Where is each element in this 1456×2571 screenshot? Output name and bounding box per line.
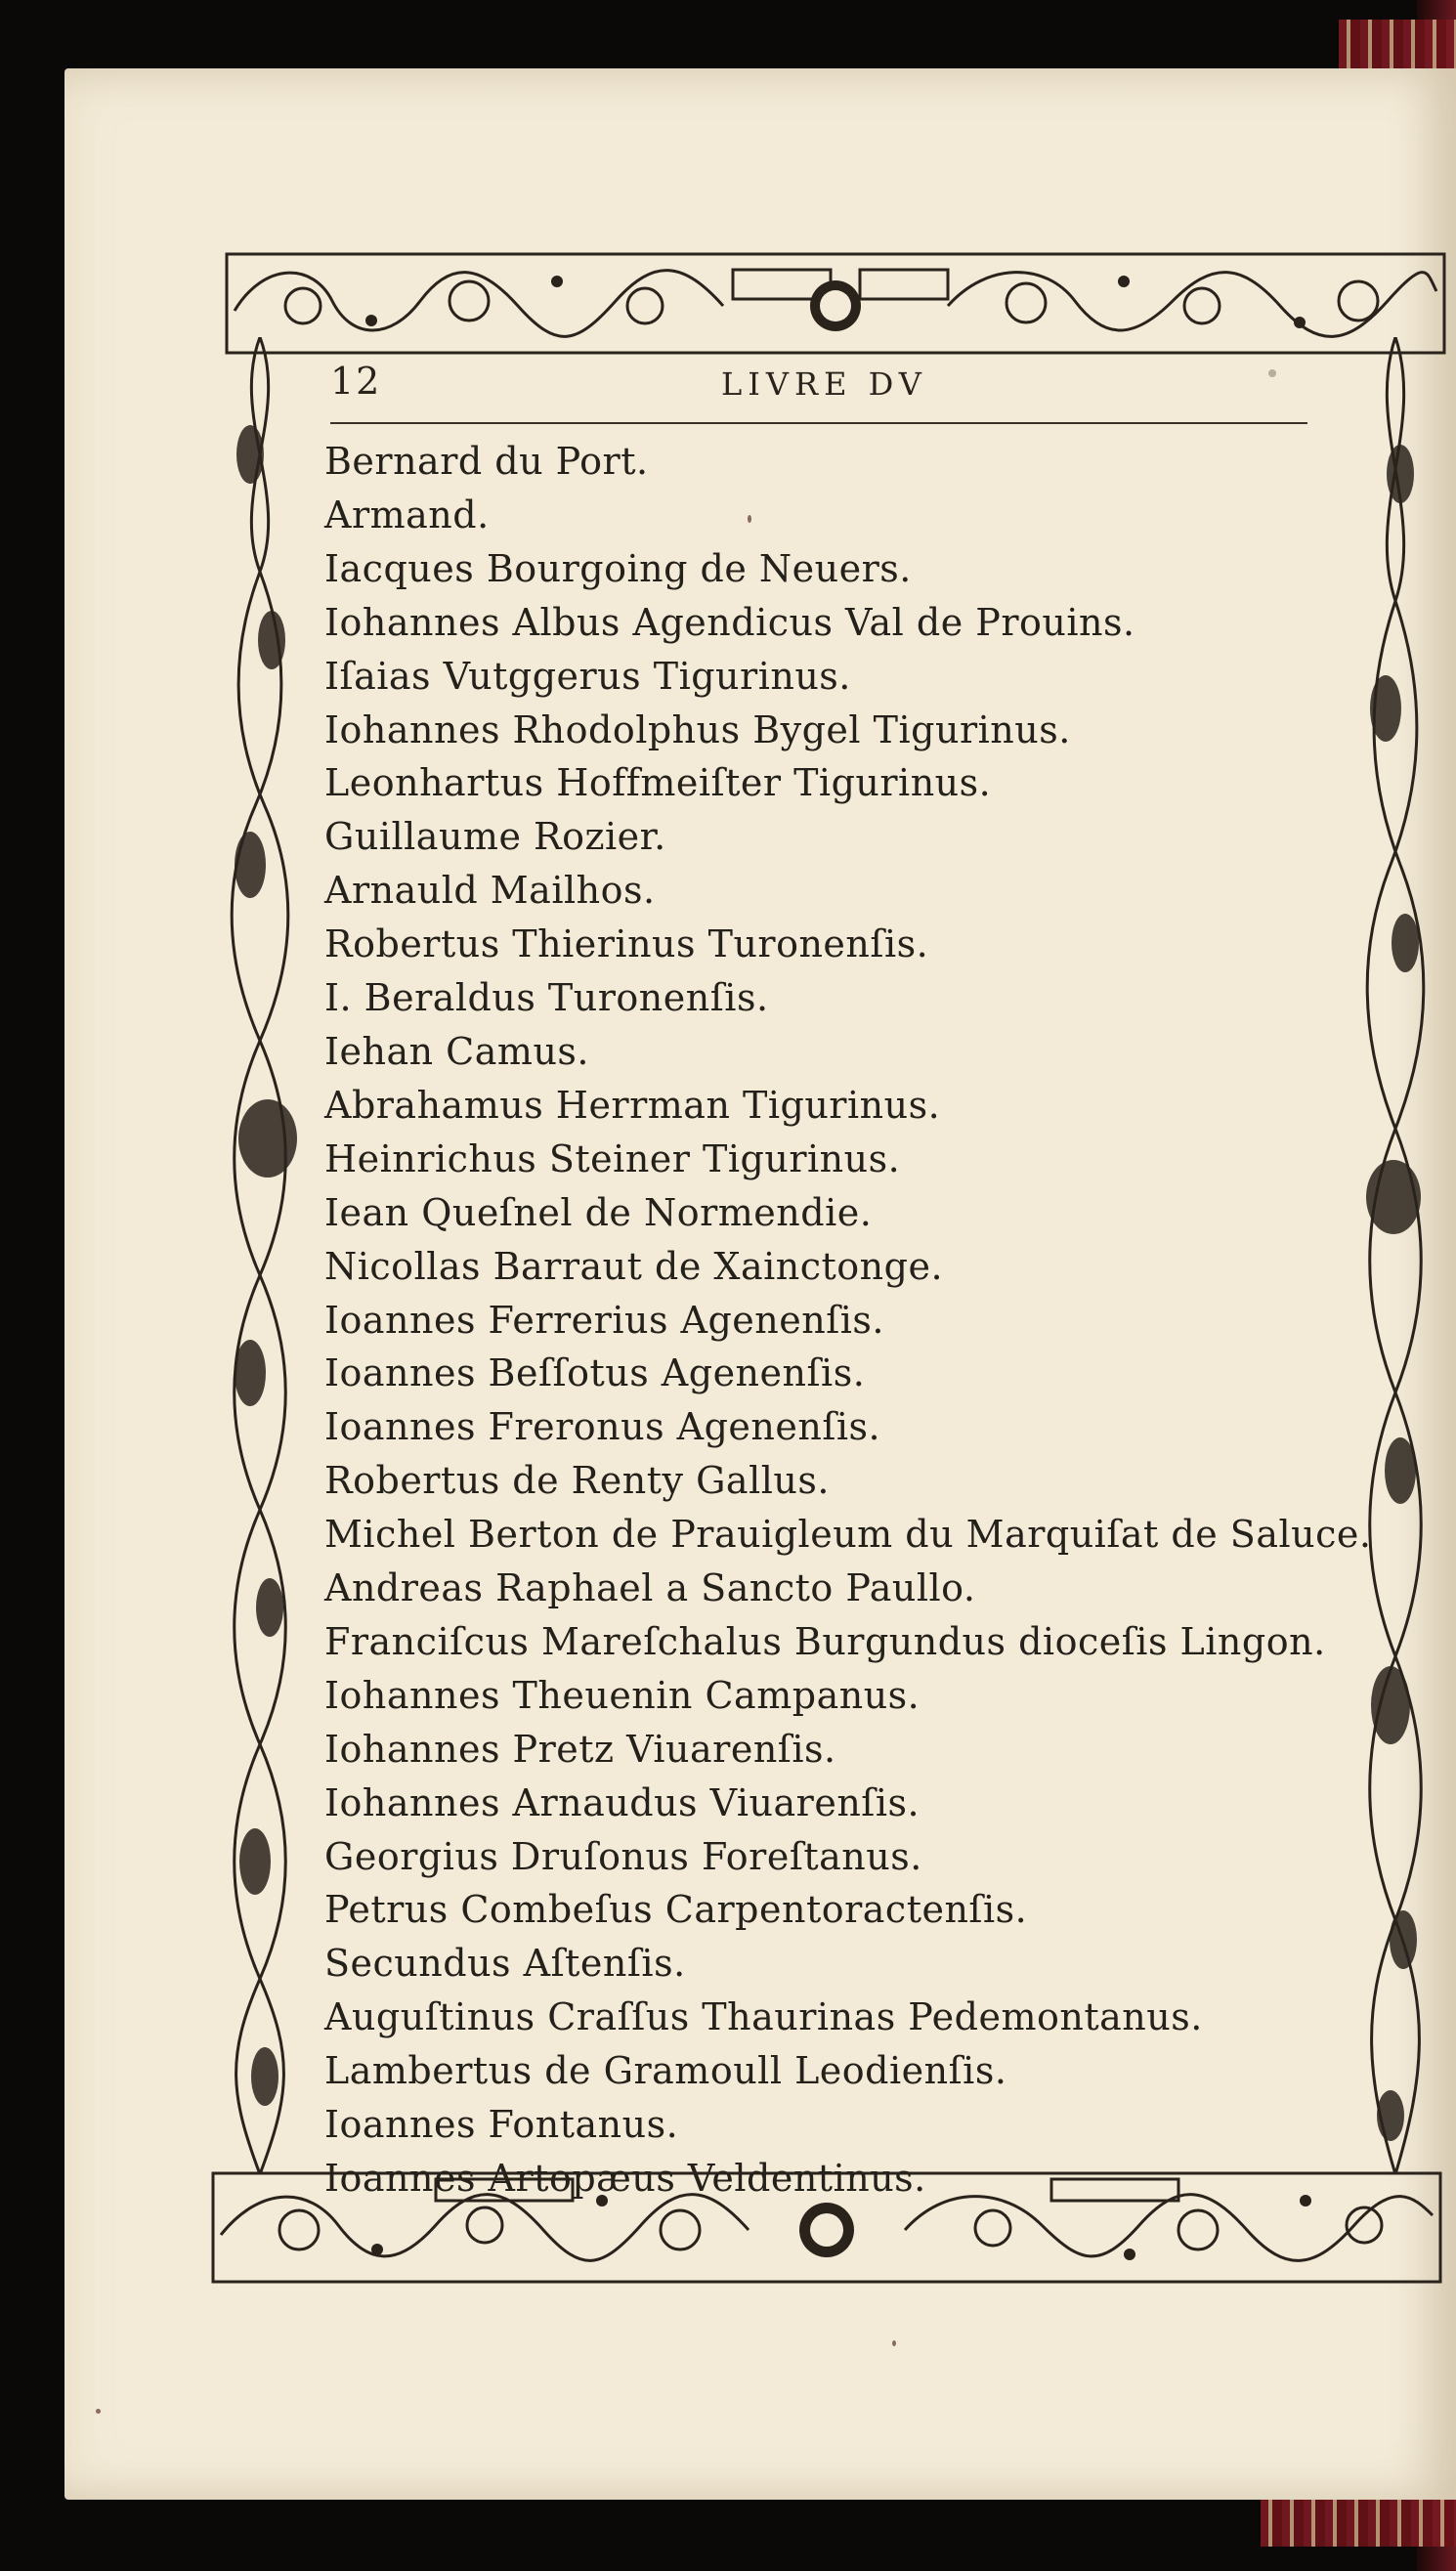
binding-strip-bottom — [1261, 2498, 1456, 2547]
list-item: Leonhartus Hoffmeiſter Tigurinus. — [324, 761, 992, 805]
list-item: Bernard du Port. — [324, 440, 649, 483]
list-item: I. Beraldus Turonenſis. — [324, 976, 769, 1020]
running-head: LIVRE DV — [721, 365, 927, 403]
page-number: 12 — [330, 360, 382, 403]
list-item: Iohannes Theuenin Campanus. — [324, 1673, 921, 1717]
woodcut-scroll-border-icon — [225, 252, 1446, 355]
list-item: Armand. — [324, 493, 490, 536]
list-item: Abrahamus Herrman Tigurinus. — [324, 1083, 941, 1127]
paper-speck — [748, 515, 751, 523]
list-item: Franciſcus Mareſchalus Burgundus dioceſis Lingon. — [324, 1619, 1326, 1663]
list-item: Andreas Raphael a Sancto Paullo. — [324, 1566, 976, 1610]
page-header — [330, 352, 1307, 430]
list-item: Lambertus de Gramoull Leodienſis. — [324, 2049, 1007, 2093]
binding-strip-top — [1339, 20, 1456, 68]
paper-speck — [96, 2409, 101, 2414]
list-item: Iohannes Pretz Viuarenſis. — [324, 1727, 836, 1771]
woodcut-vine-border-icon — [211, 337, 309, 2174]
list-item: Ioannes Artopæus Veldentinus. — [324, 2157, 926, 2200]
list-item: Robertus Thierinus Turonenſis. — [324, 922, 929, 966]
list-item: Heinrichus Steiner Tigurinus. — [324, 1136, 901, 1180]
list-item: Iohannes Arnaudus Viuarenſis. — [324, 1780, 921, 1824]
list-item: Auguſtinus Craſſus Thaurinas Pedemontanus. — [324, 1995, 1203, 2039]
name-list — [324, 435, 1372, 2206]
list-item: Iacques Bourgoing de Neuers. — [324, 546, 912, 590]
ink-dot — [1268, 369, 1276, 377]
list-item: Iehan Camus. — [324, 1029, 589, 1073]
list-item: Georgius Druſonus Foreſtanus. — [324, 1834, 922, 1878]
header-rule — [330, 422, 1307, 424]
list-item: Ioannes Freronus Agenenſis. — [324, 1405, 881, 1449]
list-item: Robertus de Renty Gallus. — [324, 1459, 830, 1503]
list-item: Nicollas Barraut de Xainctonge. — [324, 1244, 944, 1288]
list-item: Arnauld Mailhos. — [324, 869, 656, 913]
list-item: Iohannes Albus Agendicus Val de Prouins. — [324, 600, 1135, 644]
paper-speck — [892, 2340, 896, 2346]
list-item: Ioannes Beſſotus Agenenſis. — [324, 1351, 866, 1395]
list-item: Secundus Aſtenſis. — [324, 1942, 686, 1986]
list-item: Michel Berton de Prauigleum du Marquiſat de Saluce. — [324, 1513, 1372, 1557]
list-item: Ioannes Ferrerius Agenenſis. — [324, 1298, 885, 1342]
list-item: Iean Queſnel de Normendie. — [324, 1190, 873, 1234]
list-item: Iohannes Rhodolphus Bygel Tigurinus. — [324, 707, 1071, 751]
list-item: Ioannes Fontanus. — [324, 2103, 679, 2147]
list-item: Guillaume Rozier. — [324, 815, 666, 859]
woodcut-vine-border-icon — [1347, 337, 1444, 2174]
list-item: Iſaias Vutggerus Tigurinus. — [324, 654, 851, 698]
list-item: Petrus Combeſus Carpentoractenſis. — [324, 1888, 1028, 1932]
